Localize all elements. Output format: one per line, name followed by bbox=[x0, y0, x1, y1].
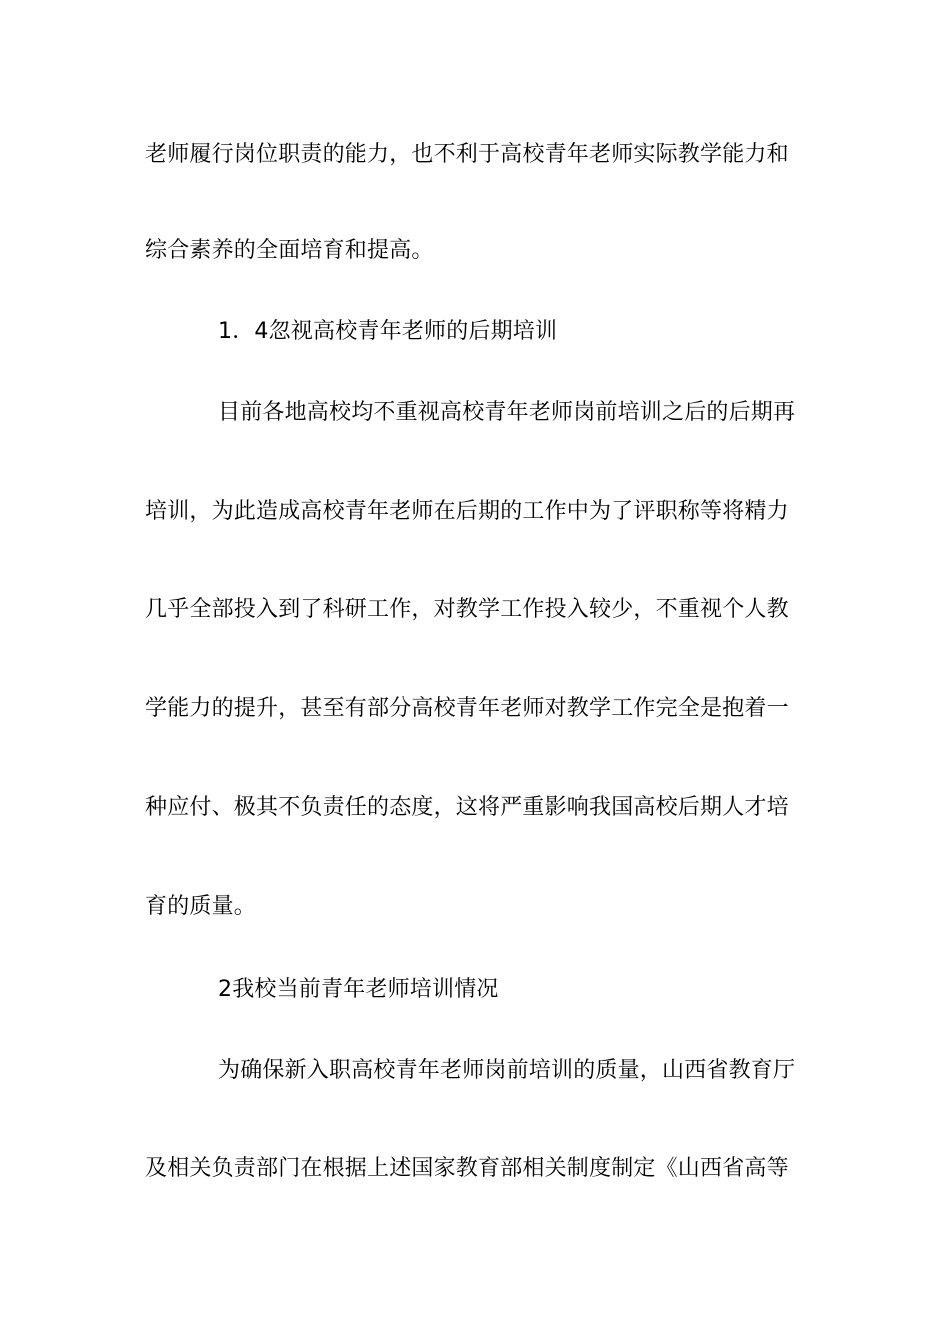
paragraph-line: 种应付、极其不负责任的态度，这将严重影响我国高校后期人才培 bbox=[145, 795, 789, 820]
paragraph-line: 目前各地高校均不重视高校青年老师岗前培训之后的后期再 bbox=[218, 400, 796, 425]
paragraph-line: 培训，为此造成高校青年老师在后期的工作中为了评职称等将精力 bbox=[145, 499, 789, 524]
paragraph-line: 及相关负责部门在根据上述国家教育部相关制度制定《山西省高等 bbox=[145, 1156, 789, 1181]
paragraph-line: 老师履行岗位职责的能力，也不利于高校青年老师实际教学能力和 bbox=[145, 142, 789, 167]
paragraph-line: 育的质量。 bbox=[145, 894, 257, 919]
section-heading: 2我校当前青年老师培训情况 bbox=[218, 977, 499, 1002]
section-heading: 1．4忽视高校青年老师的后期培训 bbox=[218, 319, 558, 344]
paragraph-line: 学能力的提升，甚至有部分高校青年老师对教学工作完全是抱着一 bbox=[145, 696, 789, 721]
paragraph-line: 几乎全部投入到了科研工作，对教学工作投入较少，不重视个人教 bbox=[145, 597, 789, 622]
paragraph-line: 综合素养的全面培育和提高。 bbox=[145, 238, 434, 263]
paragraph-line: 为确保新入职高校青年老师岗前培训的质量，山西省教育厅 bbox=[218, 1058, 796, 1083]
